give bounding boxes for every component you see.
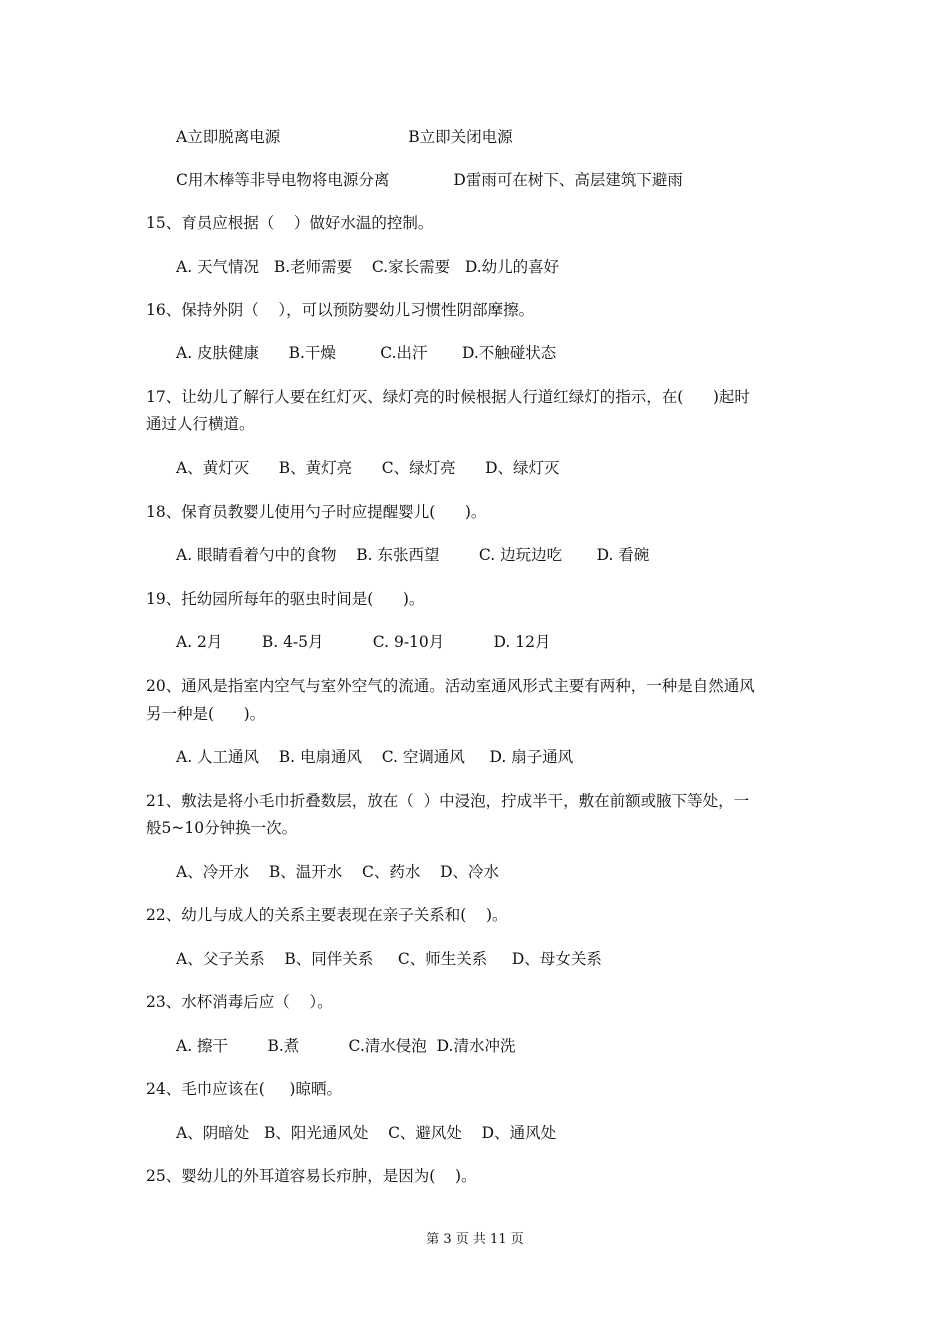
- answer-options: C用木棒等非导电物将电源分离 D雷雨可在树下、高层建筑下避雨: [176, 171, 683, 189]
- answer-options: A、黄灯灭 B、黄灯亮 C、绿灯亮 D、绿灯灭: [176, 459, 560, 477]
- question-text: 18、保育员教婴儿使用勺子时应提醒婴儿( )。: [146, 503, 487, 521]
- question-continuation: 通过人行横道。: [146, 415, 255, 433]
- question-text: 23、水杯消毒后应（ ）。: [146, 993, 333, 1011]
- answer-options: A. 擦干 B.煮 C.清水侵泡 D.清水冲洗: [176, 1037, 516, 1055]
- question-text: 17、让幼儿了解行人要在红灯灭、绿灯亮的时候根据人行道红绿灯的指示，在( )起时: [146, 388, 750, 406]
- page-footer: 第 3 页 共 11 页: [426, 1232, 524, 1247]
- answer-options: A. 天气情况 B.老师需要 C.家长需要 D.幼儿的喜好: [176, 258, 560, 276]
- answer-options: A、阴暗处 B、阳光通风处 C、避风处 D、通风处: [176, 1124, 557, 1142]
- question-text: 24、毛巾应该在( )晾晒。: [146, 1080, 342, 1098]
- question-text: 25、婴幼儿的外耳道容易长疖肿，是因为( )。: [146, 1167, 477, 1185]
- question-text: 16、保持外阴（ ），可以预防婴幼儿习惯性阴部摩擦。: [146, 301, 535, 319]
- answer-options: A. 皮肤健康 B.干燥 C.出汗 D.不触碰状态: [176, 344, 557, 362]
- answer-options: A、冷开水 B、温开水 C、药水 D、冷水: [176, 863, 499, 881]
- answer-options: A. 眼睛看着勺中的食物 B. 东张西望 C. 边玩边吃 D. 看碗: [176, 546, 650, 564]
- question-text: 22、幼儿与成人的关系主要表现在亲子关系和( )。: [146, 906, 508, 924]
- answer-options: A. 人工通风 B. 电扇通风 C. 空调通风 D. 扇子通风: [176, 748, 574, 766]
- question-text: 21、敷法是将小毛巾折叠数层，放在（ ）中浸泡，拧成半干，敷在前额或腋下等处，一: [146, 792, 750, 810]
- question-text: 15、育员应根据（ ）做好水温的控制。: [146, 214, 434, 232]
- question-continuation: 另一种是( )。: [146, 705, 266, 723]
- answer-options: A、父子关系 B、同伴关系 C、师生关系 D、母女关系: [176, 950, 602, 968]
- answer-options: A. 2月 B. 4-5月 C. 9-10月 D. 12月: [176, 633, 551, 651]
- answer-options: A立即脱离电源 B立即关闭电源: [176, 128, 513, 146]
- question-text: 19、托幼园所每年的驱虫时间是( )。: [146, 590, 425, 608]
- question-continuation: 般5~10分钟换一次。: [146, 819, 298, 837]
- question-text: 20、通风是指室内空气与室外空气的流通。活动室通风形式主要有两种，一种是自然通风: [146, 677, 755, 695]
